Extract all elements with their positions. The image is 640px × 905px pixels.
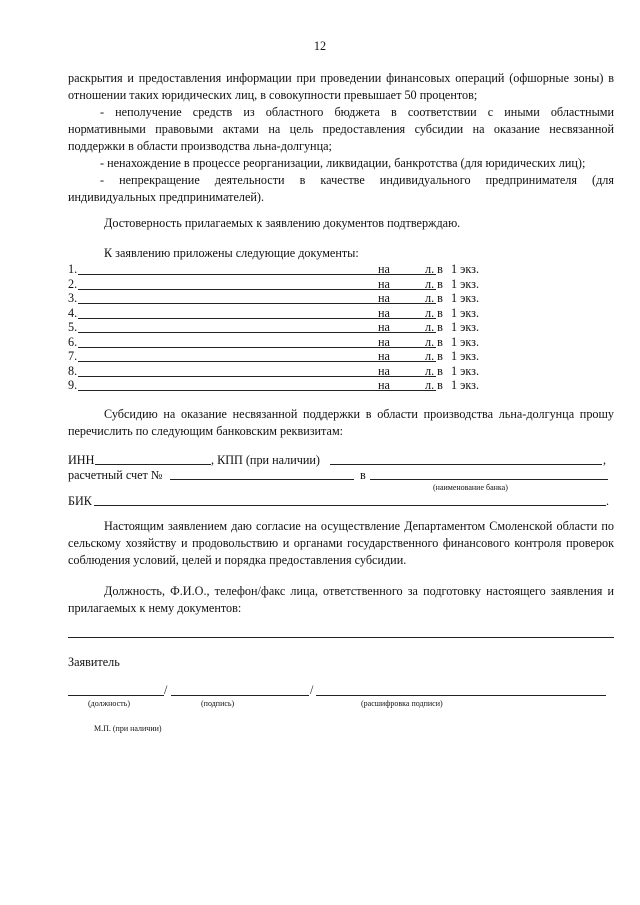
doc-copies-label: 1 экз. bbox=[451, 378, 479, 392]
inn-field[interactable] bbox=[95, 464, 211, 465]
list-item bbox=[68, 291, 488, 306]
intro-paragraph-1: раскрытия и предоставления информации при проведении финансовых операций (офшорные зоны) в отношении таких юридических лиц, в совокупности превышает 50 процентов; bbox=[68, 71, 614, 102]
consent-text: Настоящим заявлением даю согласие на осуществление Департаментом Смоленской области по сельскому хозяйству и продовольствию и органами государственного финансового контроля проверок соблюдения условий, целей и порядка предоставления субсидии. bbox=[68, 519, 614, 567]
doc-sheets-label: л. в bbox=[425, 262, 443, 276]
doc-sheets-label: л. в bbox=[425, 364, 443, 378]
kpp-field[interactable] bbox=[330, 464, 602, 465]
list-item bbox=[68, 277, 488, 292]
bank-in-label: в bbox=[360, 468, 366, 482]
doc-na-label: на bbox=[378, 378, 390, 392]
bik-period: . bbox=[606, 494, 610, 508]
doc-sheets-field[interactable] bbox=[396, 390, 424, 391]
doc-na-label: на bbox=[378, 335, 390, 349]
account-label: расчетный счет № bbox=[68, 468, 163, 482]
position-field[interactable] bbox=[68, 695, 164, 696]
doc-sheets-field[interactable] bbox=[396, 318, 424, 319]
doc-number: 8. bbox=[68, 364, 78, 378]
doc-copies-label: 1 экз. bbox=[451, 364, 479, 378]
doc-number: 3. bbox=[68, 291, 78, 305]
doc-copies-label: 1 экз. bbox=[451, 306, 479, 320]
doc-number: 5. bbox=[68, 320, 78, 334]
account-field[interactable] bbox=[170, 479, 354, 480]
position-caption: (должность) bbox=[88, 699, 130, 708]
doc-sheets-field[interactable] bbox=[396, 289, 424, 290]
doc-sheets-label: л. в bbox=[425, 291, 443, 305]
bank-name-field[interactable] bbox=[370, 479, 608, 480]
doc-sheets-field[interactable] bbox=[396, 332, 424, 333]
doc-sheets-field[interactable] bbox=[396, 274, 424, 275]
doc-sheets-label: л. в bbox=[425, 320, 443, 334]
signature-slash: / bbox=[310, 683, 314, 697]
doc-na-label: на bbox=[378, 262, 390, 276]
doc-sheets-label: л. в bbox=[425, 277, 443, 291]
list-item bbox=[68, 349, 488, 364]
doc-copies-label: 1 экз. bbox=[451, 277, 479, 291]
stamp-note: М.П. (при наличии) bbox=[94, 724, 162, 733]
doc-na-label: на bbox=[378, 320, 390, 334]
doc-sheets-label: л. в bbox=[425, 349, 443, 363]
doc-na-label: на bbox=[378, 277, 390, 291]
doc-number: 7. bbox=[68, 349, 78, 363]
intro-paragraph-3: - ненахождение в процессе реорганизации, ликвидации, банкротства (для юридических лиц); bbox=[100, 156, 586, 170]
page-number: 12 bbox=[313, 39, 327, 53]
responsible-person-text: Должность, Ф.И.О., телефон/факс лица, ответственного за подготовку настоящего заявления и прилагаемых к нему документов: bbox=[68, 584, 614, 615]
doc-sheets-field[interactable] bbox=[396, 376, 424, 377]
kpp-comma: , bbox=[603, 453, 607, 467]
doc-copies-label: 1 экз. bbox=[451, 262, 479, 276]
signature-field[interactable] bbox=[171, 695, 309, 696]
applicant-label: Заявитель bbox=[68, 655, 120, 669]
intro-paragraph-4: - непрекращение деятельности в качестве индивидуального предпринимателя (для индивидуальных предпринимателей). bbox=[68, 173, 614, 204]
doc-copies-label: 1 экз. bbox=[451, 349, 479, 363]
list-item bbox=[68, 262, 488, 277]
attached-docs-heading: К заявлению приложены следующие документы: bbox=[104, 246, 359, 260]
signature-caption: (подпись) bbox=[201, 699, 235, 708]
doc-sheets-label: л. в bbox=[425, 335, 443, 349]
intro-paragraph-2: - неполучение средств из областного бюджета в соответствии с иными областными нормативными правовыми актами на цель предоставления субсидии на оказание несвязанной поддержки в области производства льна-долгунца; bbox=[68, 105, 614, 153]
responsible-person-field[interactable] bbox=[68, 637, 614, 638]
doc-sheets-field[interactable] bbox=[396, 347, 424, 348]
inn-label: ИНН bbox=[68, 453, 95, 467]
doc-sheets-field[interactable] bbox=[396, 361, 424, 362]
doc-number: 1. bbox=[68, 262, 78, 276]
doc-sheets-label: л. в bbox=[425, 306, 443, 320]
decoding-caption: (расшифровка подписи) bbox=[361, 699, 443, 708]
confirmation-text: Достоверность прилагаемых к заявлению документов подтверждаю. bbox=[104, 216, 461, 230]
list-item bbox=[68, 335, 488, 350]
doc-copies-label: 1 экз. bbox=[451, 335, 479, 349]
list-item bbox=[68, 306, 488, 321]
bank-name-caption: (наименование банка) bbox=[433, 483, 508, 492]
bik-field[interactable] bbox=[94, 505, 606, 506]
signature-slash: / bbox=[164, 683, 168, 697]
doc-na-label: на bbox=[378, 291, 390, 305]
doc-copies-label: 1 экз. bbox=[451, 291, 479, 305]
list-item bbox=[68, 364, 488, 379]
doc-sheets-field[interactable] bbox=[396, 303, 424, 304]
bik-label: БИК bbox=[68, 494, 92, 508]
subsidy-request-text: Субсидию на оказание несвязанной поддержки в области производства льна-долгунца прошу перечислить по следующим банковским реквизитам: bbox=[68, 407, 614, 438]
kpp-label: , КПП (при наличии) bbox=[211, 453, 320, 467]
doc-na-label: на bbox=[378, 306, 390, 320]
doc-copies-label: 1 экз. bbox=[451, 320, 479, 334]
doc-na-label: на bbox=[378, 364, 390, 378]
doc-number: 4. bbox=[68, 306, 78, 320]
list-item bbox=[68, 378, 488, 393]
doc-number: 9. bbox=[68, 378, 78, 392]
signature-decoding-field[interactable] bbox=[316, 695, 606, 696]
list-item bbox=[68, 320, 488, 335]
doc-na-label: на bbox=[378, 349, 390, 363]
doc-number: 6. bbox=[68, 335, 78, 349]
doc-sheets-label: л. в bbox=[425, 378, 443, 392]
doc-number: 2. bbox=[68, 277, 78, 291]
